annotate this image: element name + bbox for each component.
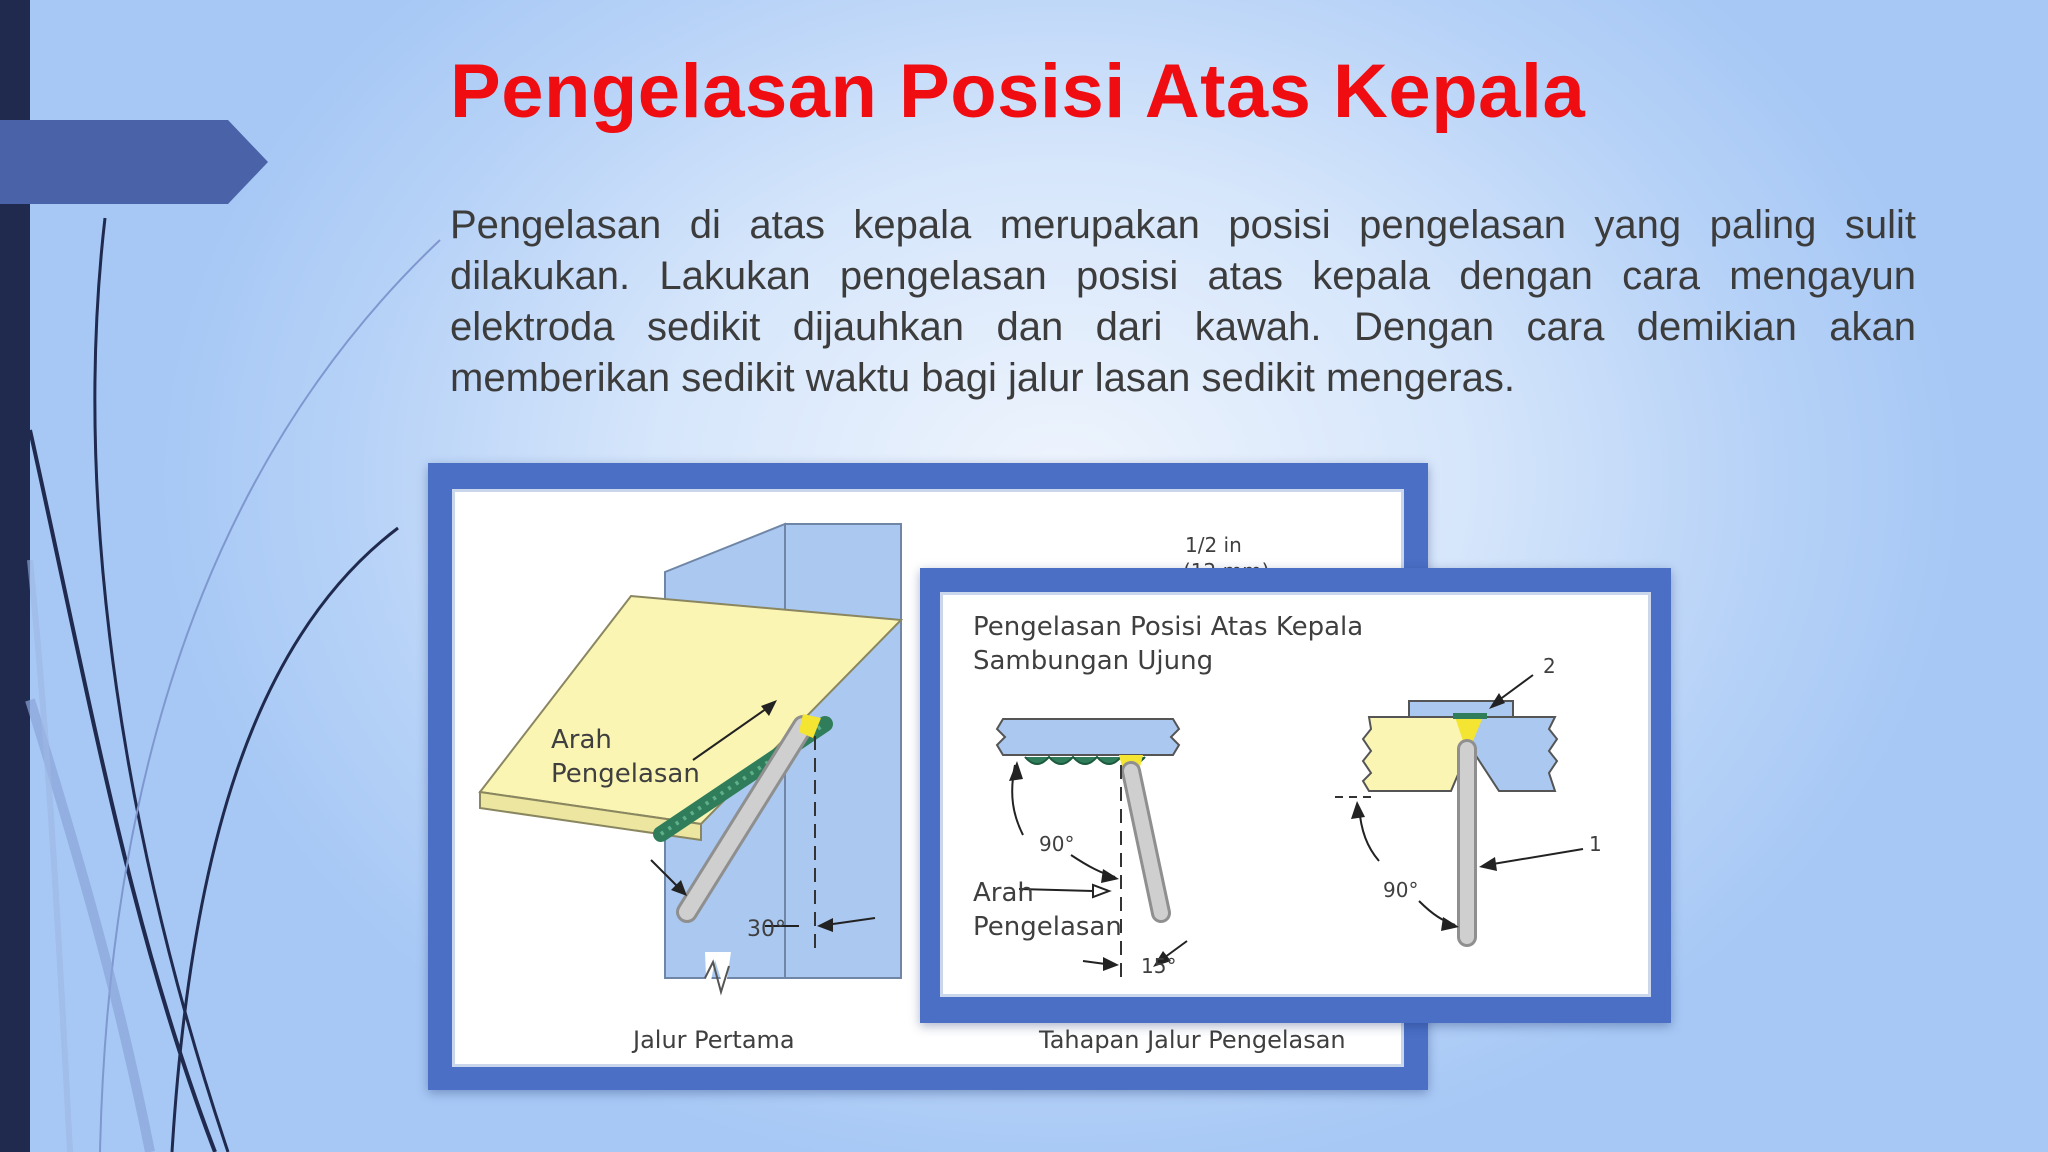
angle-right-90: 90° <box>1383 878 1419 902</box>
size-label-1: 1/2 in <box>1185 533 1242 557</box>
front-title-1: Pengelasan Posisi Atas Kepala <box>973 612 1364 642</box>
figure-butt-joint-canvas <box>940 592 1651 997</box>
callout-2: 2 <box>1543 654 1556 678</box>
front-direction-label-1: Arah <box>973 878 1034 908</box>
angle-left-90: 90° <box>1039 832 1075 856</box>
direction-label-1: Arah <box>551 725 612 755</box>
caption-left: Jalur Pertama <box>633 1026 795 1054</box>
caption-right: Tahapan Jalur Pengelasan <box>1039 1026 1346 1054</box>
front-direction-label-2: Pengelasan <box>973 912 1122 942</box>
angle-bottom-15: 15° <box>1141 954 1177 978</box>
slide-body-text: Pengelasan di atas kepala merupakan posisi pengelasan yang paling sulit dilakukan. Lakukan pengelasan posisi atas kepala dengan cara mengayun elektroda sedikit dijauhkan dan dari kawah. Dengan cara demikian akan memberikan sedikit waktu bagi jalur lasan sedikit mengeras. <box>450 203 1916 400</box>
direction-label-2: Pengelasan <box>551 759 700 789</box>
front-title-2: Sambungan Ujung <box>973 646 1214 676</box>
butt-joint-diagram <box>943 595 1648 994</box>
figure-butt-joint <box>920 568 1671 1023</box>
title-arrow-shape <box>0 120 268 204</box>
slide-title: Pengelasan Posisi Atas Kepala <box>450 49 1586 134</box>
decorative-curves <box>0 0 460 1152</box>
callout-1: 1 <box>1589 832 1602 856</box>
angle-label-30: 30° <box>747 917 786 942</box>
